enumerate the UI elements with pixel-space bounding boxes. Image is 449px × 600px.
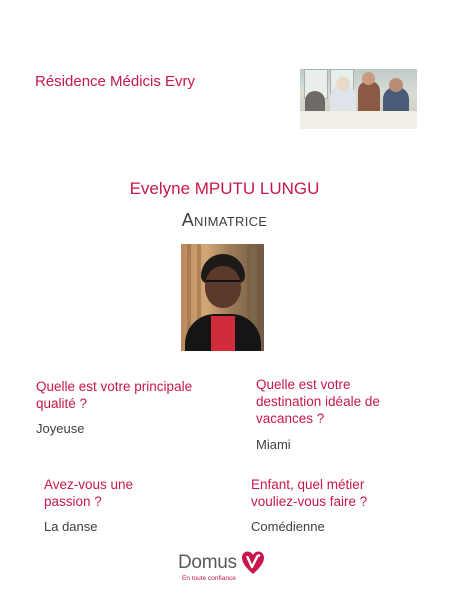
answer-passion: La danse <box>44 519 98 534</box>
portrait-glasses <box>206 280 240 291</box>
answer-childhood-job: Comédienne <box>251 519 325 534</box>
logo-tagline: En toute confiance <box>182 575 236 582</box>
residence-name: Résidence Médicis Evry <box>35 73 196 90</box>
photo-person-head <box>362 72 375 85</box>
question-quality: Quelle est votre principale qualité ? <box>36 379 193 411</box>
question-childhood-job: Enfant, quel métier vouliez-vous faire ? <box>251 477 368 509</box>
portrait-top <box>211 316 235 351</box>
residence-photo <box>300 69 417 129</box>
staff-name: Evelyne MPUTU LUNGU <box>129 179 320 198</box>
question-destination: Quelle est votre destination idéale de vacances ? <box>256 377 380 426</box>
answer-quality: Joyeuse <box>36 421 85 436</box>
answer-destination: Miami <box>256 437 291 452</box>
photo-person-head <box>336 77 350 91</box>
photo-table <box>300 111 417 129</box>
photo-person-head <box>389 78 403 92</box>
staff-portrait <box>181 244 264 351</box>
question-passion: Avez-vous une passion ? <box>44 477 134 509</box>
logo-word: Domus <box>178 552 237 573</box>
logo-heart-icon <box>241 550 265 576</box>
staff-role: Animatrice <box>181 210 268 230</box>
domusvi-logo <box>178 550 278 584</box>
